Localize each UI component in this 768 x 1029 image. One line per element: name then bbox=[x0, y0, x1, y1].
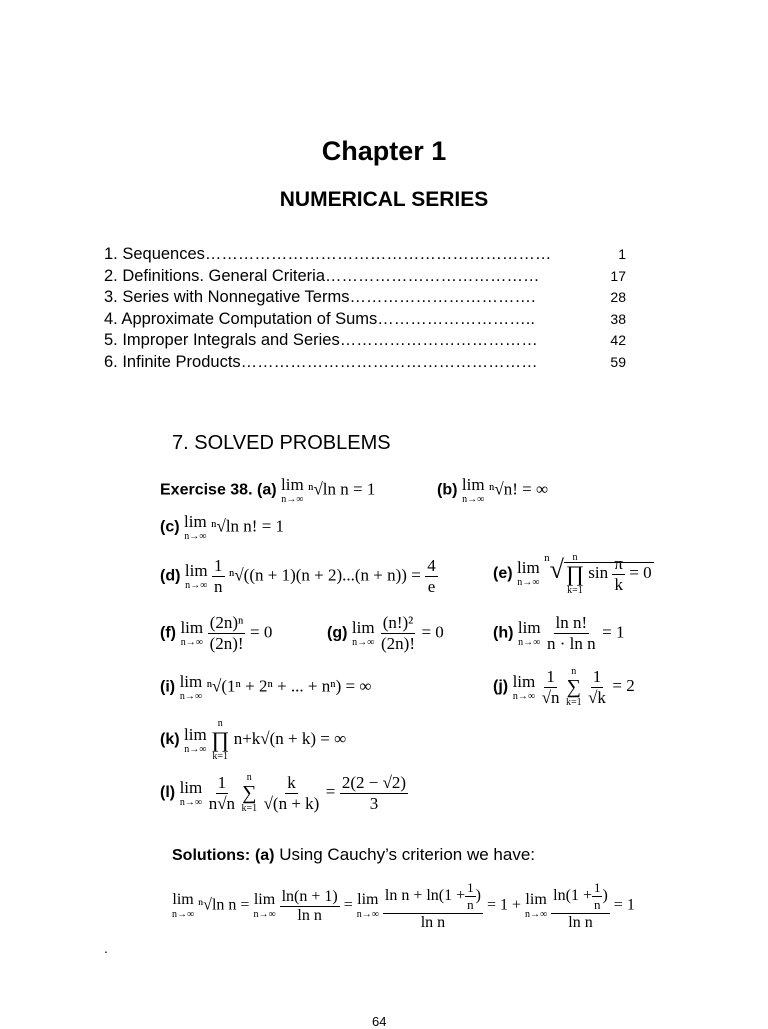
item-label: (l) bbox=[160, 784, 176, 802]
lim-subscript: n→∞ bbox=[462, 494, 485, 505]
exercise-formula-c: ⁿ√ln n! = 1 bbox=[211, 516, 285, 536]
equals: = bbox=[343, 896, 353, 914]
item-label: (i) bbox=[160, 678, 176, 696]
numerator: 1 bbox=[214, 556, 223, 575]
toc-entry-label: 5. Improper Integrals and Series……………………………… bbox=[104, 331, 538, 349]
numerator: 2(2 − √2) bbox=[341, 772, 407, 792]
fraction bbox=[207, 773, 237, 814]
product-sign: ∏ bbox=[211, 727, 230, 752]
lim-text: lim bbox=[525, 891, 547, 908]
limit-operator bbox=[184, 726, 207, 755]
lim-text: lim bbox=[281, 475, 304, 494]
fraction bbox=[208, 613, 246, 654]
lim-text: lim bbox=[184, 724, 207, 744]
limit-operator bbox=[281, 476, 304, 505]
item-label: (a) bbox=[256, 481, 277, 499]
limit-operator bbox=[180, 779, 203, 808]
lim-subscript: n→∞ bbox=[512, 690, 535, 702]
product-operator bbox=[566, 552, 584, 596]
equals-one-plus: = 1 + bbox=[486, 896, 522, 914]
equals: = bbox=[240, 896, 250, 914]
solution-equation bbox=[172, 880, 635, 932]
chapter-subtitle: NUMERICAL SERIES bbox=[279, 188, 489, 211]
toc-entry-page: 42 bbox=[610, 332, 626, 348]
numerator bbox=[551, 880, 610, 914]
lim-subscript: n→∞ bbox=[184, 531, 207, 542]
product-upper: n bbox=[572, 552, 578, 563]
close-paren: ) bbox=[602, 887, 608, 905]
fraction bbox=[551, 880, 610, 932]
sum-upper: n bbox=[571, 666, 577, 677]
lim-text: lim bbox=[184, 561, 208, 580]
exercise-row-k bbox=[160, 718, 346, 762]
numerator: 4 bbox=[427, 556, 436, 575]
denominator: ln n bbox=[297, 906, 322, 924]
solutions-text: Using Cauchy’s criterion we have: bbox=[279, 845, 535, 864]
lim-text: lim bbox=[180, 618, 204, 637]
sum-operator bbox=[566, 666, 582, 708]
limit-operator bbox=[172, 892, 194, 920]
denominator: n bbox=[214, 577, 223, 596]
product-upper: n bbox=[217, 718, 223, 729]
toc-entry-label: 4. Approximate Computation of Sums……………………….. bbox=[104, 309, 535, 328]
limit-operator bbox=[518, 619, 541, 648]
sum-operator bbox=[241, 772, 257, 814]
limit-operator bbox=[185, 562, 208, 591]
exercise-title: Exercise 38. bbox=[160, 481, 253, 499]
limit-operator bbox=[180, 619, 203, 648]
denominator: n√n bbox=[208, 793, 236, 813]
inner-numerator: 1 bbox=[467, 880, 474, 895]
item-label: (d) bbox=[160, 567, 181, 585]
exercise-row-j bbox=[493, 666, 635, 708]
inner-fraction bbox=[465, 880, 476, 913]
lim-text: lim bbox=[179, 672, 203, 691]
solutions-item-label: (a) bbox=[254, 847, 275, 864]
toc-entry-label: 3. Series with Nonnegative Terms……………………………. bbox=[104, 288, 536, 306]
product-lower: k=1 bbox=[212, 751, 229, 762]
exercise-row-d bbox=[160, 556, 438, 597]
sum-sign: ∑ bbox=[566, 676, 581, 698]
lim-subscript: n→∞ bbox=[179, 691, 202, 702]
table-of-contents bbox=[104, 244, 644, 373]
inner-denominator: n bbox=[593, 897, 601, 912]
close-paren: ) bbox=[475, 887, 481, 905]
radicand: n ∏ k=1 sin $\frac{\pi}{k}$ = 0 bbox=[565, 552, 652, 596]
limit-operator bbox=[525, 892, 547, 920]
sum-upper: n bbox=[246, 772, 252, 783]
toc-entry-label: 1. Sequences……………………………………………………… bbox=[104, 245, 552, 263]
exercise-formula-b: ⁿ√n! = ∞ bbox=[489, 479, 549, 499]
numerator-text: ln n + ln(1 + bbox=[384, 887, 466, 905]
exercise-row-b bbox=[437, 476, 548, 505]
item-label: (c) bbox=[160, 518, 180, 536]
product-operator bbox=[211, 718, 229, 762]
denominator: ln n bbox=[568, 914, 593, 931]
lim-subscript: n→∞ bbox=[184, 743, 207, 755]
lim-text: lim bbox=[172, 891, 194, 908]
limit-operator bbox=[517, 559, 540, 588]
numerator: ln n! bbox=[555, 613, 588, 632]
exercise-formula-l: = bbox=[325, 782, 336, 802]
lim-subscript: n→∞ bbox=[179, 796, 202, 808]
exercise-row-a bbox=[160, 476, 375, 505]
numerator: ln(n + 1) bbox=[281, 887, 338, 905]
denominator: k bbox=[614, 574, 623, 594]
ln-n-text: ln n bbox=[211, 896, 237, 914]
toc-entry-page: 28 bbox=[610, 289, 626, 305]
limit-operator bbox=[253, 892, 275, 920]
root-index: n bbox=[544, 552, 550, 564]
item-label: (f) bbox=[160, 624, 176, 642]
lim-subscript: n→∞ bbox=[352, 637, 375, 648]
fraction bbox=[612, 554, 625, 595]
denominator: 3 bbox=[369, 793, 379, 813]
limit-operator bbox=[357, 892, 379, 920]
lim-subscript: n→∞ bbox=[281, 494, 304, 505]
product-sign: ∏ bbox=[565, 561, 585, 586]
item-label: (h) bbox=[493, 624, 514, 642]
exercise-row-i bbox=[160, 673, 371, 702]
fraction bbox=[383, 880, 483, 932]
fraction bbox=[540, 667, 562, 708]
solutions-intro bbox=[172, 845, 535, 865]
stray-dot: . bbox=[104, 940, 108, 956]
numerator-text: ln(1 + bbox=[553, 887, 592, 905]
lim-subscript: n→∞ bbox=[180, 637, 203, 648]
inner-fraction bbox=[592, 880, 603, 913]
numerator: 1 bbox=[217, 772, 227, 792]
fraction bbox=[212, 556, 225, 597]
fraction bbox=[280, 888, 340, 925]
exercise-formula-j: = 2 bbox=[612, 676, 635, 696]
lim-subscript: n→∞ bbox=[525, 909, 548, 920]
exercise-row-f bbox=[160, 613, 272, 654]
fraction bbox=[586, 667, 608, 708]
limit-operator bbox=[352, 619, 375, 648]
fraction bbox=[262, 773, 322, 814]
toc-entry-page: 1 bbox=[618, 246, 626, 262]
page-number: 64 bbox=[372, 1014, 387, 1029]
numerator: 1 bbox=[546, 666, 555, 686]
toc-entry-page: 38 bbox=[610, 310, 626, 327]
exercise-formula-d: ⁿ√((n + 1)(n + 2)...(n + n)) = bbox=[228, 565, 421, 585]
denominator: n · ln n bbox=[547, 634, 596, 653]
exercise-formula-g: = 0 bbox=[421, 622, 444, 642]
lim-text: lim bbox=[253, 891, 276, 908]
radical-sign: √ bbox=[549, 554, 564, 584]
fraction bbox=[340, 773, 408, 814]
numerator bbox=[383, 880, 483, 914]
sum-sign: ∑ bbox=[242, 782, 257, 804]
limit-operator bbox=[462, 476, 485, 505]
sum-lower: k=1 bbox=[241, 803, 258, 814]
numerator: 1 bbox=[592, 666, 602, 686]
lim-text: lim bbox=[517, 558, 540, 578]
chapter-title: Chapter 1 bbox=[321, 136, 447, 166]
numerator: k bbox=[287, 772, 296, 792]
toc-entry bbox=[104, 330, 644, 352]
lim-text: lim bbox=[517, 618, 541, 637]
exercise-formula-h: = 1 bbox=[602, 622, 625, 642]
numerator: π bbox=[614, 553, 623, 573]
inner-denominator: n bbox=[467, 897, 474, 912]
exercise-row-g bbox=[327, 613, 444, 654]
toc-entry bbox=[104, 266, 644, 288]
section-heading: 7. SOLVED PROBLEMS bbox=[172, 432, 391, 454]
lim-text: lim bbox=[179, 777, 203, 797]
lim-subscript: n→∞ bbox=[172, 909, 195, 920]
product-lower: k=1 bbox=[567, 585, 583, 596]
denominator: (2n)! bbox=[209, 634, 244, 653]
lim-subscript: n→∞ bbox=[517, 577, 540, 589]
item-label: (b) bbox=[437, 481, 458, 499]
exercise-row-l bbox=[160, 772, 408, 814]
lim-text: lim bbox=[184, 512, 207, 531]
numerator: (2n)ⁿ bbox=[209, 613, 244, 632]
exercise-formula-e: sin bbox=[588, 562, 609, 582]
lim-text: lim bbox=[357, 891, 379, 908]
lim-text: lim bbox=[512, 671, 536, 691]
toc-entry bbox=[104, 244, 644, 266]
lim-text: lim bbox=[351, 618, 375, 637]
toc-entry bbox=[104, 309, 644, 331]
denominator: ln n bbox=[420, 914, 446, 931]
exercise-row-h bbox=[493, 613, 624, 654]
lim-subscript: n→∞ bbox=[185, 580, 208, 591]
exercise-formula-a: ⁿ√ln n = 1 bbox=[308, 479, 376, 499]
fraction bbox=[379, 613, 417, 654]
exercise-formula-f: = 0 bbox=[250, 622, 273, 642]
denominator: √n bbox=[541, 687, 560, 707]
lim-subscript: n→∞ bbox=[356, 909, 379, 920]
exercise-row-c bbox=[160, 513, 284, 542]
item-label: (e) bbox=[493, 564, 513, 582]
equals-one: = 1 bbox=[613, 896, 635, 914]
sum-lower: k=1 bbox=[565, 697, 582, 708]
toc-entry-label: 2. Definitions. General Criteria………………………………… bbox=[104, 266, 540, 285]
root-expr: ⁿ√ln n bbox=[198, 896, 237, 914]
toc-entry-label: 6. Infinite Products……………………………………………… bbox=[104, 352, 538, 371]
limit-operator bbox=[513, 673, 536, 702]
lim-text: lim bbox=[461, 475, 485, 494]
exercise-row-e bbox=[493, 552, 654, 596]
toc-entry bbox=[104, 287, 644, 309]
denominator: (2n)! bbox=[381, 634, 415, 653]
item-label: (j) bbox=[493, 678, 509, 696]
limit-operator bbox=[184, 513, 207, 542]
fraction bbox=[425, 556, 438, 597]
limit-operator bbox=[180, 673, 203, 702]
toc-entry-page: 17 bbox=[610, 267, 626, 284]
denominator: √k bbox=[588, 687, 606, 707]
item-label: (k) bbox=[160, 731, 180, 749]
exercise-formula-k: n+k√(n + k) = ∞ bbox=[233, 729, 347, 749]
item-label: (g) bbox=[327, 624, 348, 642]
lim-subscript: n→∞ bbox=[518, 637, 541, 648]
exercise-formula-i: ⁿ√(1ⁿ + 2ⁿ + ... + nⁿ) = ∞ bbox=[206, 676, 372, 696]
inner-numerator: 1 bbox=[593, 880, 601, 895]
fraction bbox=[545, 613, 598, 654]
lim-subscript: n→∞ bbox=[253, 909, 276, 920]
toc-entry-page: 59 bbox=[610, 353, 626, 370]
denominator: √(n + k) bbox=[263, 793, 320, 813]
denominator: e bbox=[427, 577, 436, 596]
toc-entry bbox=[104, 352, 644, 374]
solutions-label: Solutions: bbox=[172, 847, 251, 864]
numerator: (n!)² bbox=[382, 613, 414, 632]
